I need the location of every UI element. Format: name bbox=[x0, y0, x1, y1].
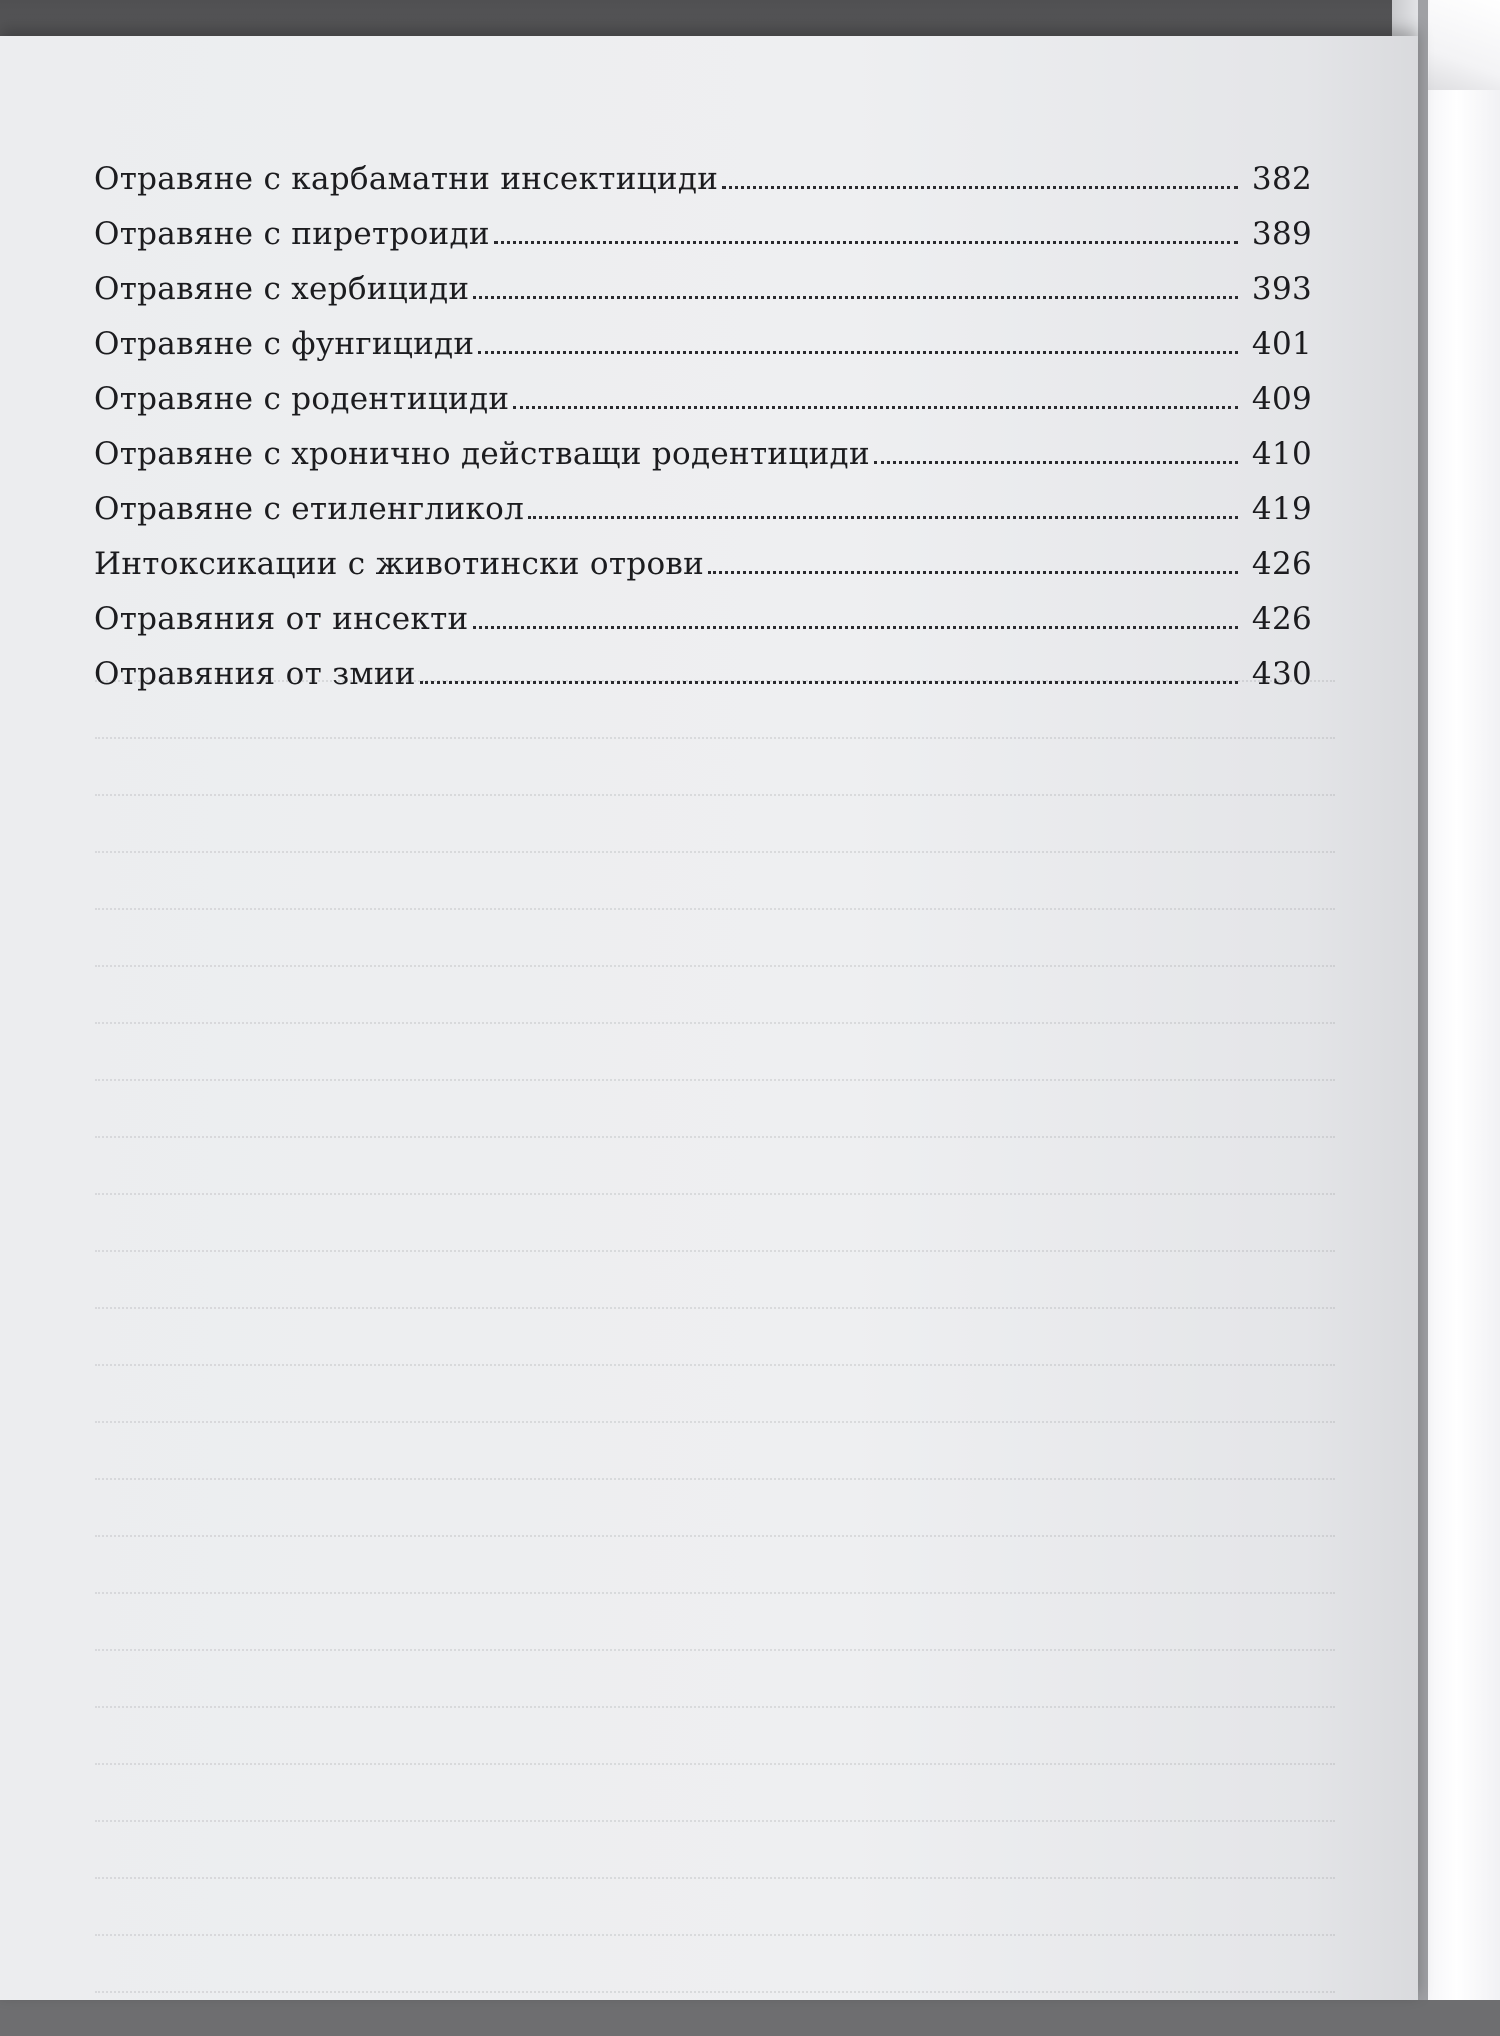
bleed-through-line bbox=[95, 1873, 1335, 1879]
dot-leader bbox=[708, 570, 1238, 574]
table-of-contents bbox=[94, 142, 1312, 692]
toc-entry-title: Отравяне с карбаматни инсектициди bbox=[94, 161, 719, 197]
toc-entry-page: 393 bbox=[1251, 271, 1312, 307]
toc-entry bbox=[94, 142, 1312, 197]
dot-leader bbox=[420, 680, 1238, 684]
bleed-through-line bbox=[95, 1246, 1335, 1252]
bleed-through-line bbox=[95, 733, 1335, 739]
dot-leader bbox=[722, 185, 1238, 189]
bleed-through-line bbox=[95, 1645, 1335, 1651]
toc-entry-page: 430 bbox=[1251, 656, 1312, 692]
bleed-through-line bbox=[95, 1588, 1335, 1594]
toc-entry-page: 401 bbox=[1251, 326, 1312, 362]
toc-entry bbox=[94, 307, 1312, 362]
toc-entry bbox=[94, 527, 1312, 582]
toc-entry-page: 382 bbox=[1251, 161, 1312, 197]
toc-entry-page: 426 bbox=[1251, 546, 1312, 582]
bleed-through-line bbox=[95, 1759, 1335, 1765]
bleed-through-line bbox=[95, 904, 1335, 910]
bleed-through-line bbox=[95, 847, 1335, 853]
toc-entry-title: Отравяния от змии bbox=[94, 656, 416, 692]
toc-entry-page: 426 bbox=[1251, 601, 1312, 637]
bleed-through-line bbox=[95, 1930, 1335, 1936]
bleed-through-line bbox=[95, 1702, 1335, 1708]
bleed-through-line bbox=[95, 1816, 1335, 1822]
toc-entry-title: Отравяне с пиретроиди bbox=[94, 216, 490, 252]
dot-leader bbox=[528, 515, 1238, 519]
bleed-through-line bbox=[95, 961, 1335, 967]
dot-leader bbox=[494, 240, 1238, 244]
toc-entry-page: 389 bbox=[1251, 216, 1312, 252]
dot-leader bbox=[513, 405, 1238, 409]
dot-leader bbox=[473, 295, 1238, 299]
toc-entry-title: Отравяния от инсекти bbox=[94, 601, 469, 637]
toc-entry bbox=[94, 472, 1312, 527]
dot-leader bbox=[473, 625, 1238, 629]
toc-entry-page: 409 bbox=[1251, 381, 1312, 417]
toc-entry bbox=[94, 252, 1312, 307]
toc-entry-title: Отравяне с родентициди bbox=[94, 381, 510, 417]
bleed-through-line bbox=[95, 1018, 1335, 1024]
toc-entry bbox=[94, 362, 1312, 417]
bleed-through-line bbox=[95, 1417, 1335, 1423]
toc-entry-page: 419 bbox=[1251, 491, 1312, 527]
bleed-through-line bbox=[95, 1987, 1335, 1993]
toc-entry bbox=[94, 197, 1312, 252]
bleed-through-line bbox=[95, 1303, 1335, 1309]
toc-entry bbox=[94, 637, 1312, 692]
bleed-through-line bbox=[95, 1474, 1335, 1480]
toc-entry-title: Отравяне с хронично действащи родентициди bbox=[94, 436, 870, 472]
bleed-through-line bbox=[95, 1075, 1335, 1081]
toc-entry-title: Отравяне с етиленгликол bbox=[94, 491, 525, 527]
bleed-through-line bbox=[95, 1531, 1335, 1537]
bleed-through-line bbox=[95, 1132, 1335, 1138]
bleed-through-line bbox=[95, 1189, 1335, 1195]
bleed-through-line bbox=[95, 1360, 1335, 1366]
dot-leader bbox=[478, 350, 1238, 354]
toc-entry-title: Интоксикации с животински отрови bbox=[94, 546, 705, 582]
toc-entry-title: Отравяне с хербициди bbox=[94, 271, 470, 307]
toc-entry bbox=[94, 582, 1312, 637]
bleed-through-line bbox=[95, 790, 1335, 796]
toc-entry bbox=[94, 417, 1312, 472]
toc-entry-page: 410 bbox=[1251, 436, 1312, 472]
page-edge-gap bbox=[1418, 0, 1428, 2000]
next-page-edge bbox=[1428, 0, 1500, 2000]
dot-leader bbox=[874, 460, 1238, 464]
toc-entry-title: Отравяне с фунгициди bbox=[94, 326, 475, 362]
